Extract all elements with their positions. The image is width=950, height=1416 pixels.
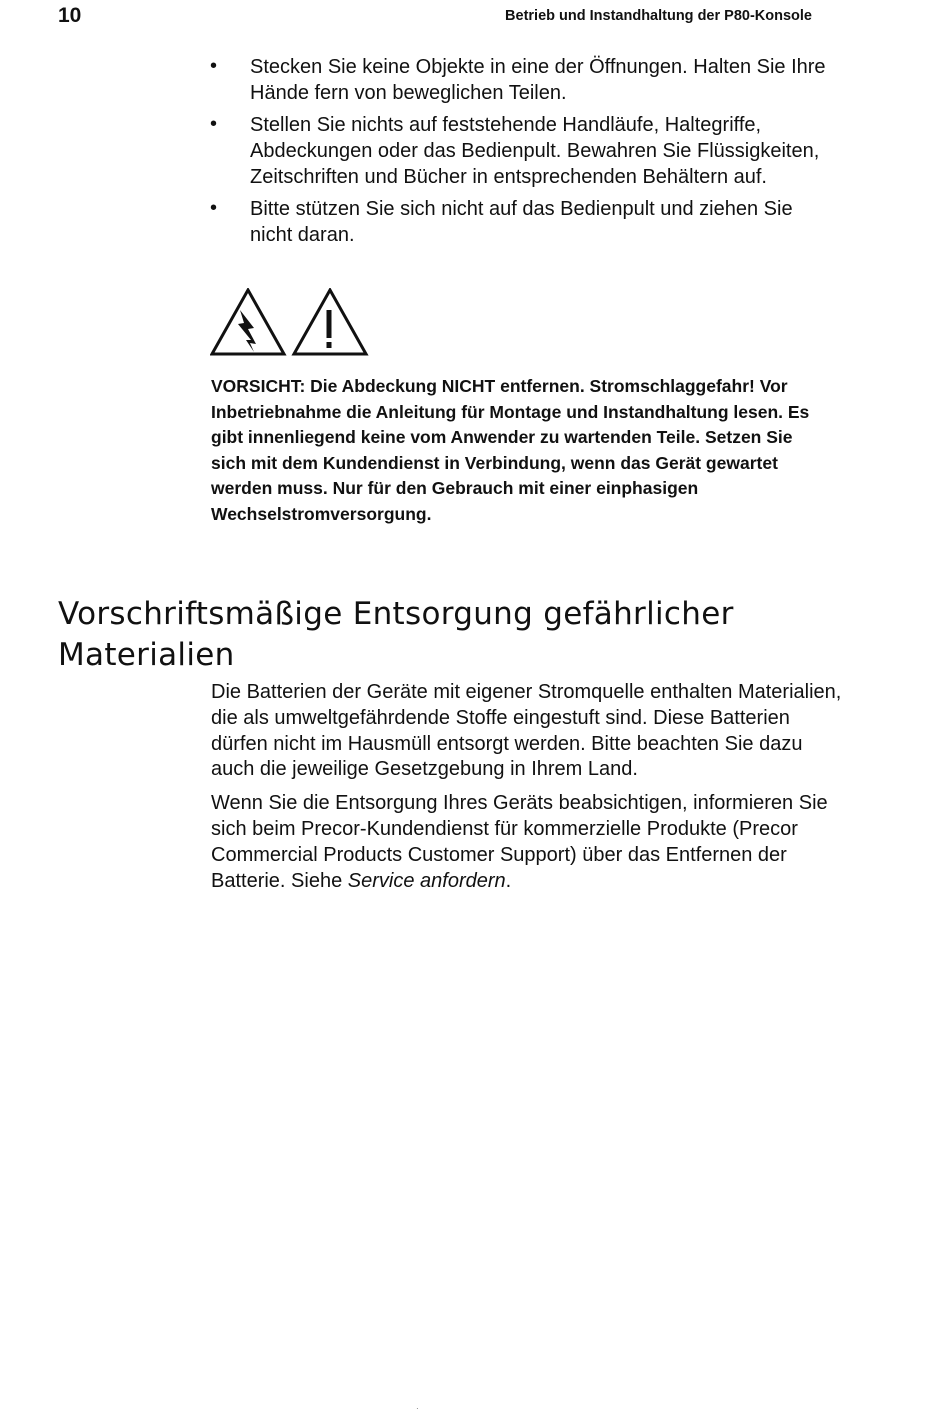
caution-notice: VORSICHT: Die Abdeckung NICHT entfernen. Stromschlaggefahr! Vor Inbetriebnahme die Anleitung für Montage und Instandhaltung lesen. Es gibt innenliegend keine vom Anwender zu wartenden Teile. Setzen Sie sich mit dem Kundendienst in Verbindung, wenn das Gerät gewartet werden muss. Nur für den Gebrauch mit einer einphasigen Wechselstromversorgung. (211, 376, 810, 524)
list-item (210, 112, 830, 190)
bullet-text: Bitte stützen Sie sich nicht auf das Bedienpult und ziehen Sie nicht daran. (250, 198, 793, 246)
warning-icons (210, 288, 370, 358)
safety-bullet-list (210, 54, 830, 254)
paragraph-end: . (505, 869, 512, 892)
service-reference-link[interactable]: Service anfordern (347, 869, 506, 892)
paragraph-text: Wenn Sie die Entsorgung Ihres Geräts beabsichtigen, informieren Sie sich beim Precor-Kundendienst für kommerzielle Produkte (Precor Commercial Products Customer Support) über das Entfernen der Batterie. Siehe (211, 792, 828, 892)
footer-mark: · (416, 1404, 419, 1413)
list-item (210, 196, 830, 248)
section-title: Vorschriftsmäßige Entsorgung gefährlicher Materialien (58, 596, 734, 673)
paragraph (211, 791, 851, 894)
electric-shock-warning-icon (212, 290, 284, 354)
bullet-icon: • (210, 55, 218, 77)
bullet-text: Stecken Sie keine Objekte in eine der Öffnungen. Halten Sie Ihre Hände fern von beweglichen Teilen. (250, 56, 826, 104)
running-header: Betrieb und Instandhaltung der P80-Konsole (505, 8, 812, 24)
list-item (210, 54, 830, 106)
bullet-icon: • (210, 197, 218, 219)
paragraph: Die Batterien der Geräte mit eigener Stromquelle enthalten Materialien, die als umweltgefährdende Stoffe eingestuft sind. Diese Batterien dürfen nicht im Hausmüll entsorgt werden. Bitte beachten Sie dazu auch die jeweilige Gesetzgebung in Ihrem Land. (211, 681, 842, 781)
bullet-icon: • (210, 113, 218, 135)
caution-exclamation-icon (294, 290, 366, 354)
page-number: 10 (58, 4, 82, 27)
bullet-text: Stellen Sie nichts auf feststehende Handläufe, Haltegriffe, Abdeckungen oder das Bedienpult. Bewahren Sie Flüssigkeiten, Zeitschriften und Bücher in entsprechenden Behältern auf. (250, 114, 820, 188)
section-body (211, 680, 851, 902)
